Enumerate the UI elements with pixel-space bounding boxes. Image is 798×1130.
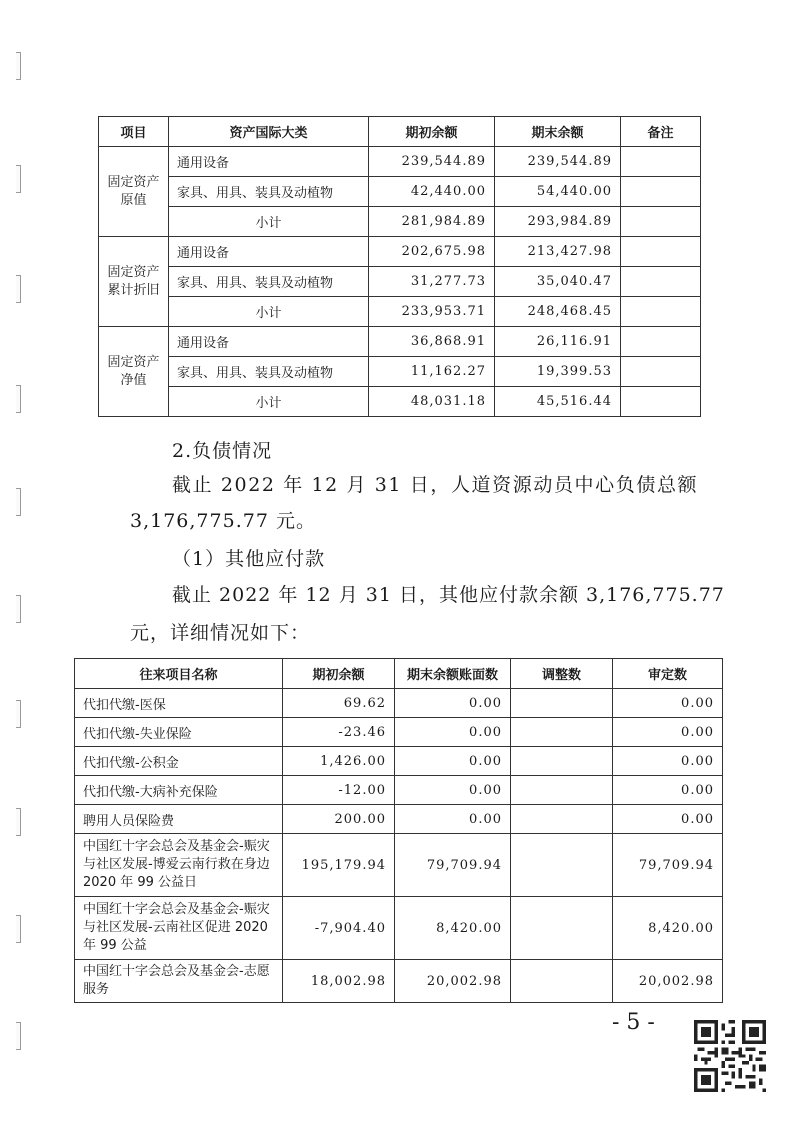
opening-cell: -12.00 <box>283 776 395 805</box>
header-asset-category: 资产国际大类 <box>169 117 369 147</box>
closing-cell: 0.00 <box>395 776 511 805</box>
table-row <box>75 747 723 776</box>
audited-cell: 0.00 <box>613 805 723 834</box>
adjustment-cell <box>511 747 613 776</box>
table-row <box>75 776 723 805</box>
group-label: 固定资产 净值 <box>99 327 169 417</box>
binding-mark <box>16 595 21 623</box>
note-cell <box>621 327 701 357</box>
opening-cell: 239,544.89 <box>369 147 495 177</box>
header-item: 项目 <box>99 117 169 147</box>
binding-mark <box>16 700 21 728</box>
binding-mark <box>16 808 21 836</box>
category-cell: 通用设备 <box>169 327 369 357</box>
category-cell: 通用设备 <box>169 237 369 267</box>
audited-cell: 8,420.00 <box>613 897 723 960</box>
category-cell: 家具、用具、装具及动植物 <box>169 177 369 207</box>
closing-cell: 20,002.98 <box>395 960 511 1003</box>
table-row <box>99 237 701 267</box>
opening-cell: 36,868.91 <box>369 327 495 357</box>
subtotal-label: 小计 <box>169 207 369 237</box>
header-item-name: 往来项目名称 <box>75 659 283 689</box>
header-opening-balance: 期初余额 <box>369 117 495 147</box>
opening-cell: 200.00 <box>283 805 395 834</box>
category-cell: 通用设备 <box>169 147 369 177</box>
adjustment-cell <box>511 805 613 834</box>
closing-cell: 79,709.94 <box>395 834 511 897</box>
table-row <box>99 327 701 357</box>
note-cell <box>621 237 701 267</box>
audited-cell: 0.00 <box>613 747 723 776</box>
adjustment-cell <box>511 897 613 960</box>
table-row <box>75 834 723 897</box>
closing-cell: 0.00 <box>395 689 511 718</box>
audited-cell: 79,709.94 <box>613 834 723 897</box>
opening-cell: 11,162.27 <box>369 357 495 387</box>
adjustment-cell <box>511 718 613 747</box>
closing-cell: 0.00 <box>395 805 511 834</box>
qr-code-icon <box>694 1020 766 1092</box>
subtotal-label: 小计 <box>169 387 369 417</box>
table-row <box>99 177 701 207</box>
closing-cell: 19,399.53 <box>495 357 621 387</box>
adjustment-cell <box>511 834 613 897</box>
binding-mark <box>16 1022 21 1050</box>
closing-cell: 248,468.45 <box>495 297 621 327</box>
note-cell <box>621 297 701 327</box>
binding-mark <box>16 488 21 516</box>
header-note: 备注 <box>621 117 701 147</box>
subtotal-label: 小计 <box>169 297 369 327</box>
note-cell <box>621 357 701 387</box>
opening-cell: 48,031.18 <box>369 387 495 417</box>
closing-cell: 293,984.89 <box>495 207 621 237</box>
closing-cell: 35,040.47 <box>495 267 621 297</box>
subsection-heading: （1）其他应付款 <box>172 548 326 570</box>
table-row <box>75 897 723 960</box>
table-row <box>75 689 723 718</box>
paragraph-line: 元，详细情况如下： <box>130 622 311 644</box>
group-label: 固定资产 原值 <box>99 147 169 237</box>
table-row <box>99 387 701 417</box>
opening-cell: 18,002.98 <box>283 960 395 1003</box>
closing-cell: 26,116.91 <box>495 327 621 357</box>
table-row <box>99 207 701 237</box>
section-heading: 2.负债情况 <box>172 440 273 462</box>
item-name-cell: 中国红十字会总会及基金会-志愿服务 <box>75 960 283 1003</box>
group-label: 固定资产 累计折旧 <box>99 237 169 327</box>
closing-cell: 0.00 <box>395 718 511 747</box>
closing-cell: 213,427.98 <box>495 237 621 267</box>
binding-mark <box>16 915 21 943</box>
opening-cell: 281,984.89 <box>369 207 495 237</box>
opening-cell: 69.62 <box>283 689 395 718</box>
other-payables-table <box>74 658 723 1003</box>
paragraph-line: 3,176,775.77 元。 <box>130 510 316 532</box>
paragraph-line: 截止 2022 年 12 月 31 日，其他应付款余额 3,176,775.77 <box>172 584 725 606</box>
table-row <box>99 147 701 177</box>
category-cell: 家具、用具、装具及动植物 <box>169 267 369 297</box>
table-header-row <box>75 659 723 689</box>
header-closing-book-amount: 期末余额账面数 <box>395 659 511 689</box>
audited-cell: 20,002.98 <box>613 960 723 1003</box>
audited-cell: 0.00 <box>613 689 723 718</box>
opening-cell: 202,675.98 <box>369 237 495 267</box>
closing-cell: 45,516.44 <box>495 387 621 417</box>
table-row <box>99 357 701 387</box>
binding-mark <box>16 385 21 413</box>
adjustment-cell <box>511 960 613 1003</box>
table-row <box>75 805 723 834</box>
fixed-assets-table <box>98 116 701 417</box>
binding-mark <box>16 275 21 303</box>
header-closing-balance: 期末余额 <box>495 117 621 147</box>
opening-cell: 31,277.73 <box>369 267 495 297</box>
table-header-row <box>99 117 701 147</box>
audited-cell: 0.00 <box>613 776 723 805</box>
item-name-cell: 中国红十字会总会及基金会-赈灾与社区发展-云南社区促进 2020 年 99 公益 <box>75 897 283 960</box>
note-cell <box>621 177 701 207</box>
opening-cell: 1,426.00 <box>283 747 395 776</box>
table-row <box>99 297 701 327</box>
header-audited-amount: 审定数 <box>613 659 723 689</box>
table-row <box>75 960 723 1003</box>
note-cell <box>621 147 701 177</box>
closing-cell: 8,420.00 <box>395 897 511 960</box>
header-adjustment: 调整数 <box>511 659 613 689</box>
binding-mark <box>16 165 21 193</box>
opening-cell: -23.46 <box>283 718 395 747</box>
closing-cell: 0.00 <box>395 747 511 776</box>
note-cell <box>621 207 701 237</box>
paragraph-line: 截止 2022 年 12 月 31 日，人道资源动员中心负债总额 <box>172 474 699 496</box>
note-cell <box>621 267 701 297</box>
category-cell: 家具、用具、装具及动植物 <box>169 357 369 387</box>
item-name-cell: 聘用人员保险费 <box>75 805 283 834</box>
opening-cell: 42,440.00 <box>369 177 495 207</box>
item-name-cell: 代扣代缴-医保 <box>75 689 283 718</box>
closing-cell: 54,440.00 <box>495 177 621 207</box>
opening-cell: 233,953.71 <box>369 297 495 327</box>
adjustment-cell <box>511 776 613 805</box>
closing-cell: 239,544.89 <box>495 147 621 177</box>
opening-cell: -7,904.40 <box>283 897 395 960</box>
note-cell <box>621 387 701 417</box>
adjustment-cell <box>511 689 613 718</box>
binding-mark <box>16 52 21 80</box>
page-number: - 5 - <box>612 1010 655 1035</box>
table-row <box>75 718 723 747</box>
table-row <box>99 267 701 297</box>
item-name-cell: 代扣代缴-公积金 <box>75 747 283 776</box>
item-name-cell: 代扣代缴-大病补充保险 <box>75 776 283 805</box>
header-opening-balance: 期初余额 <box>283 659 395 689</box>
item-name-cell: 中国红十字会总会及基金会-赈灾与社区发展-博爱云南行救在身边 2020 年 99 公益日 <box>75 834 283 897</box>
audited-cell: 0.00 <box>613 718 723 747</box>
item-name-cell: 代扣代缴-失业保险 <box>75 718 283 747</box>
opening-cell: 195,179.94 <box>283 834 395 897</box>
